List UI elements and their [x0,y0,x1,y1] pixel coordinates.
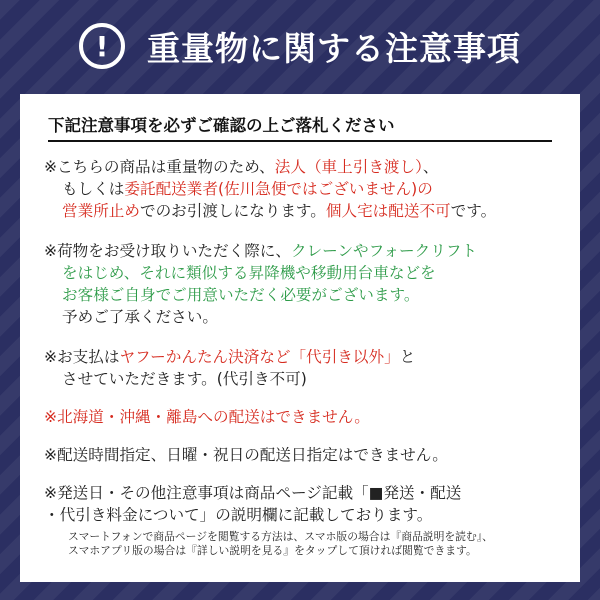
smartphone-note-line: スマートフォンで商品ページを閲覧する方法は、スマホ版の場合は『商品説明を読む』、 [68,530,493,543]
note-line: ・代引き料金について」の説明欄に記載しております。 [44,506,433,524]
note-text: でのお引渡しになります。 [139,202,326,220]
note-line: ※発送日・その他注意事項は商品ページ記載「■発送・配送 [44,484,462,502]
note-weight [44,156,556,222]
smartphone-note [44,530,556,558]
card-subtitle: 下記注意事項を必ずご確認の上ご落札ください [48,112,552,142]
note-region [44,406,556,428]
note-line: をはじめ、それに類似する昇降機や移動用台車などを [62,264,436,282]
note-line: させていただきます。(代引き不可) [62,370,307,388]
note-equipment [44,240,556,328]
note-text: です。 [450,202,497,220]
note-highlight-red: ヤフーかんたん決済など「代引き以外」 [119,348,400,366]
note-payment [44,346,556,390]
header [0,0,600,92]
note-text: ※お支払は [44,348,120,366]
note-highlight-green: クレーンやフォークリフト [290,242,478,260]
note-line: ※配送時間指定、日曜・祝日の配送日指定はできません。 [44,446,448,464]
note-highlight-red: 法人（車上引き渡し） [274,158,423,176]
note-shipping-date [44,482,556,526]
header-title: 重量物に関する注意事項 [147,28,521,68]
note-line: 予めご了承ください。 [62,308,218,326]
note-line: ※北海道・沖縄・離島への配送はできません。 [44,408,370,426]
note-line [44,200,556,222]
note-highlight-red: 個人宅は配送不可 [325,202,451,220]
note-highlight-red: 委託配送業者(佐川急便ではございません)の [124,180,433,198]
note-text: 、 [422,158,439,176]
note-highlight-red: 営業所止め [62,202,140,220]
note-delivery-time [44,444,556,466]
note-line [44,178,556,200]
smartphone-note-line: スマホアプリ版の場合は『詳しい説明を見る』をタップして頂ければ閲覧できます。 [68,544,477,557]
note-line [44,240,556,262]
note-line: お客様ご自身でご用意いただく必要がございます。 [62,286,420,304]
note-text: と [399,348,416,366]
notes [44,156,556,558]
note-text: ※こちらの商品は重量物のため、 [44,158,275,176]
notice-card [20,94,580,582]
exclamation-circle-icon: ! [79,23,125,69]
note-text: ※荷物をお受け取りいただく際に、 [44,242,291,260]
note-line [44,346,556,368]
note-text: もしくは [62,180,125,198]
note-line [44,156,556,178]
